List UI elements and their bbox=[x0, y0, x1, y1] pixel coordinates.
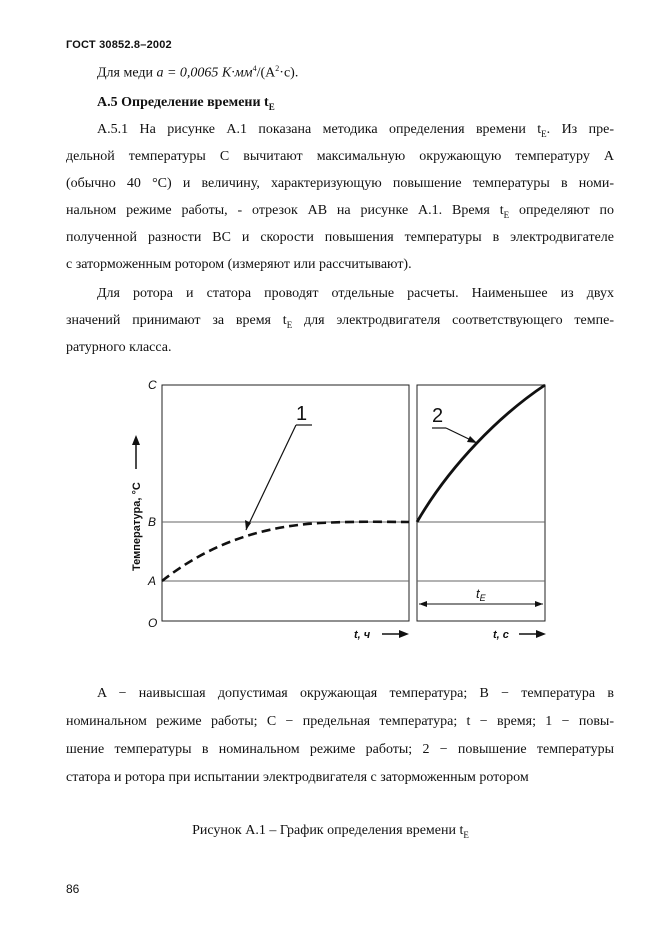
y-axis-label: Температура, °С bbox=[131, 482, 143, 571]
copper-sup1: 4 bbox=[252, 64, 257, 73]
caption-sub: E bbox=[463, 829, 469, 840]
copper-constant-line bbox=[97, 64, 298, 82]
te-arrow-left bbox=[419, 601, 427, 607]
p2-l2-sub: E bbox=[286, 319, 293, 330]
y-axis-arrowhead bbox=[132, 435, 140, 445]
p1-l4-sub: E bbox=[503, 209, 510, 220]
x-arrowhead-left bbox=[399, 630, 409, 638]
p2-line1: Для ротора и статора проводят отдельные расчеты. Наименьшее из двух bbox=[97, 286, 614, 301]
copper-sup2: 2 bbox=[275, 64, 280, 73]
copper-prefix: Для меди bbox=[97, 65, 157, 81]
curve-1-label: 1 bbox=[296, 403, 308, 425]
p1-line2: дельной температуры С вычитают максимальную окружающую температуру А bbox=[66, 149, 614, 164]
tick-a: A bbox=[148, 574, 157, 588]
x-label-right: t, с bbox=[493, 629, 509, 641]
left-panel-frame bbox=[162, 385, 409, 621]
tick-b: B bbox=[148, 515, 157, 529]
legend-line2: номинальном режиме работы; C − предельная температура; t − время; 1 − повы- bbox=[66, 714, 614, 729]
legend-line3: шение температуры в номинальном режиме работы; 2 − повышение температуры bbox=[66, 742, 614, 757]
p1-line6: с заторможенным ротором (измеряют или рассчитывают). bbox=[66, 257, 412, 272]
heading-sub: E bbox=[268, 101, 275, 112]
p1-line3: (обычно 40 °С) и величину, характеризующую повышение температуры в номи- bbox=[66, 176, 614, 191]
te-label: $t_E$ bbox=[476, 586, 486, 603]
page-number: 86 bbox=[66, 882, 80, 896]
curve-2-arrowhead bbox=[467, 436, 477, 443]
p1-l1-text: А.5.1 На рисунке А.1 показана методика определения времени t bbox=[97, 122, 542, 137]
caption-text: Рисунок А.1 – График определения времени t bbox=[192, 823, 464, 838]
curve-2-label: 2 bbox=[432, 405, 444, 427]
p1-line1 bbox=[97, 122, 614, 139]
section-heading bbox=[97, 95, 275, 112]
p2-l2b: для электродвигателя соответствующего темпе- bbox=[292, 313, 614, 328]
p1-l4a: нальном режиме работы, - отрезок АВ на рисунке А.1. Время t bbox=[66, 203, 504, 218]
temperature-figure bbox=[120, 375, 560, 645]
heading-text: А.5 Определение времени t bbox=[97, 95, 269, 110]
curve-1-leader bbox=[246, 425, 296, 530]
p2-line2 bbox=[66, 313, 614, 330]
figure-caption bbox=[0, 823, 661, 840]
legend-line1: A − наивысшая допустимая окружающая температура; B − температура в bbox=[97, 686, 614, 701]
x-label-left: t, ч bbox=[354, 629, 371, 641]
p1-line5: полученной разности ВС и скорости повышения температуры в электродвигателе bbox=[66, 230, 614, 245]
p1-l1-sub: E bbox=[541, 128, 547, 139]
p1-line4 bbox=[66, 203, 614, 220]
copper-end: ·с). bbox=[279, 65, 299, 81]
tick-c: C bbox=[148, 378, 157, 392]
legend-line4: статора и ротора при испытании электродвигателя с заторможенным ротором bbox=[66, 770, 529, 785]
tick-o: O bbox=[148, 616, 158, 630]
p2-l2a: значений принимают за время t bbox=[66, 313, 287, 328]
x-arrowhead-right bbox=[536, 630, 546, 638]
te-arrow-right bbox=[535, 601, 543, 607]
copper-formula: a = 0,0065 К·мм bbox=[156, 65, 253, 81]
standard-id: ГОСТ 30852.8–2002 bbox=[66, 39, 172, 51]
curve-1-dashed bbox=[162, 522, 409, 581]
p1-l4b: определяют по bbox=[509, 203, 614, 218]
copper-mid: /(А bbox=[256, 65, 276, 81]
p1-l1-end: . Из пре- bbox=[546, 122, 614, 137]
p2-line3: ратурного класса. bbox=[66, 340, 172, 355]
